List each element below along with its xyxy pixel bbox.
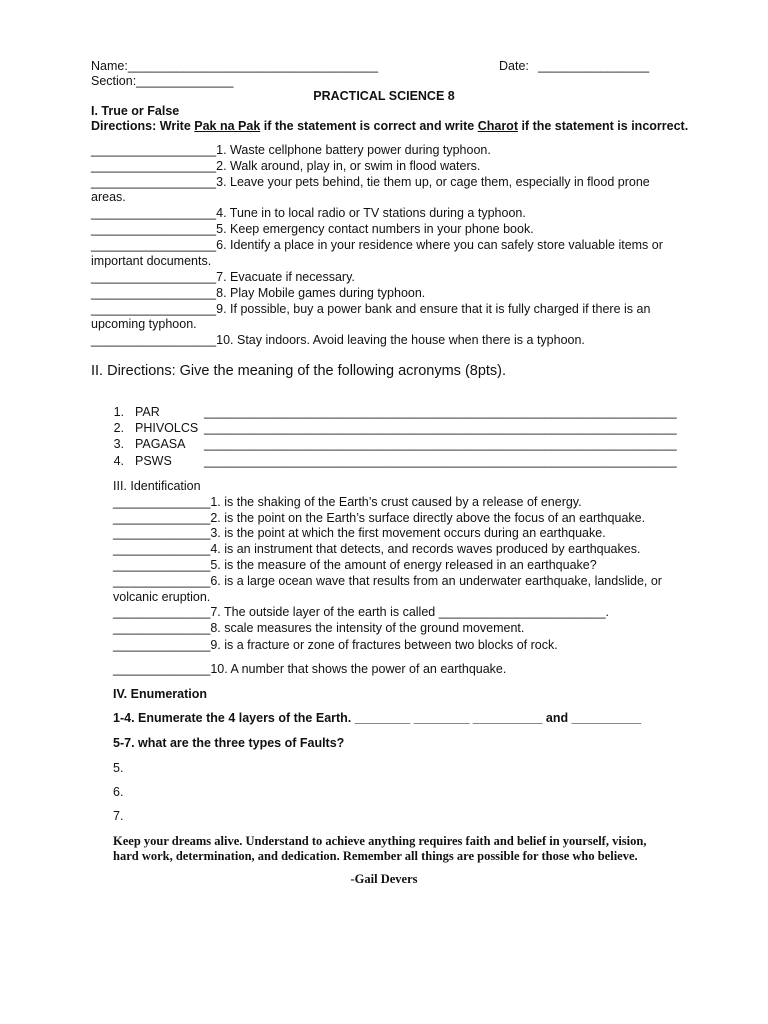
incorrect-keyword: Charot (477, 119, 518, 133)
id-item-8[interactable]: ______________8. scale measures the intensity of the ground movement. (113, 621, 525, 635)
id-item-7[interactable]: ______________7. The outside layer of the earth is called ________________________. (113, 605, 610, 619)
acronym-number: 3. (113, 437, 124, 451)
id-item-5[interactable]: ______________5. is the measure of the amount of energy released in an earthquake? (113, 558, 597, 572)
acronym-answer-blank[interactable]: ____________________________________________________________________ (204, 405, 677, 419)
enum-layers-question[interactable]: 1-4. Enumerate the 4 layers of the Earth. ________ ________ __________ and __________ (113, 711, 642, 725)
tf-item-4[interactable]: __________________4. Tune in to local radio or TV stations during a typhoon. (91, 206, 526, 220)
id-item-3[interactable]: ______________3. is the point at which the first movement occurs during an earthquake. (113, 526, 606, 540)
tf-item-9[interactable]: __________________9. If possible, buy a power bank and ensure that it is fully charged if there is an (91, 302, 651, 316)
date-label: Date: (499, 59, 529, 73)
acronym-answer-blank[interactable]: ____________________________________________________________________ (204, 437, 677, 451)
acronym-label: PAGASA (135, 437, 186, 451)
id-item-2[interactable]: ______________2. is the point on the Earth’s surface directly above the focus of an earthquake. (113, 511, 646, 525)
quote-line-2: hard work, determination, and dedication. Remember all things are possible for those who believe. (113, 849, 638, 863)
tf-item-7[interactable]: __________________7. Evacuate if necessary. (91, 270, 355, 284)
id-item-9[interactable]: ______________9. is a fracture or zone of fractures between two blocks of rock. (113, 638, 558, 652)
enum-answer-7[interactable]: 7. (113, 809, 124, 823)
tf-item-8[interactable]: __________________8. Play Mobile games during typhoon. (91, 286, 426, 300)
part1-heading: I. True or False (91, 104, 180, 118)
acronym-answer-blank[interactable]: ____________________________________________________________________ (204, 421, 677, 435)
enum-faults-question: 5-7. what are the three types of Faults? (113, 736, 345, 750)
acronym-number: 4. (113, 454, 124, 468)
part2-heading: II. Directions: Give the meaning of the following acronyms (8pts). (91, 363, 507, 379)
tf-item-3[interactable]: __________________3. Leave your pets behind, tie them up, or cage them, especially in flood prone (91, 175, 650, 189)
enum-answer-6[interactable]: 6. (113, 785, 124, 799)
acronym-label: PAR (135, 405, 160, 419)
date-field[interactable]: ________________ (538, 59, 650, 73)
acronym-answer-blank[interactable]: ____________________________________________________________________ (204, 454, 677, 468)
acronym-row (0, 405, 768, 421)
acronym-number: 2. (113, 421, 124, 435)
name-field[interactable]: Name:____________________________________ (91, 59, 379, 73)
enum-answer-5[interactable]: 5. (113, 761, 124, 775)
tf-item-6-cont: important documents. (91, 254, 212, 268)
section-field[interactable]: Section:______________ (91, 74, 234, 88)
id-item-6-cont: volcanic eruption. (113, 590, 211, 604)
acronym-label: PSWS (135, 454, 172, 468)
quote-line-1: Keep your dreams alive. Understand to achieve anything requires faith and belief in yourself, vision, (113, 834, 647, 848)
tf-item-1[interactable]: __________________1. Waste cellphone battery power during typhoon. (91, 143, 491, 157)
part4-heading: IV. Enumeration (113, 687, 208, 701)
acronym-row (0, 421, 768, 437)
id-item-10[interactable]: ______________10. A number that shows the power of an earthquake. (113, 662, 507, 676)
tf-item-10[interactable]: __________________10. Stay indoors. Avoid leaving the house when there is a typhoon. (91, 333, 585, 347)
tf-item-2[interactable]: __________________2. Walk around, play in, or swim in flood waters. (91, 159, 481, 173)
page-title: PRACTICAL SCIENCE 8 (313, 89, 455, 103)
id-item-4[interactable]: ______________4. is an instrument that detects, and records waves produced by earthquakes. (113, 542, 641, 556)
tf-item-6[interactable]: __________________6. Identify a place in your residence where you can safely store valuable items or (91, 238, 663, 252)
part3-heading: III. Identification (113, 479, 201, 493)
tf-item-9-cont: upcoming typhoon. (91, 317, 197, 331)
id-item-6[interactable]: ______________6. is a large ocean wave that results from an underwater earthquake, landslide, or (113, 574, 662, 588)
id-item-1[interactable]: ______________1. is the shaking of the Earth’s crust caused by a release of energy. (113, 495, 582, 509)
acronym-number: 1. (113, 405, 124, 419)
tf-item-3-cont: areas. (91, 190, 126, 204)
acronym-row (0, 454, 768, 470)
acronym-row (0, 437, 768, 453)
acronym-label: PHIVOLCS (135, 421, 199, 435)
quote-author: -Gail Devers (350, 872, 418, 886)
part1-directions: Directions: Write Pak na Pak if the statement is correct and write Charot if the statement is incorrect. (91, 119, 689, 133)
correct-keyword: Pak na Pak (194, 119, 261, 133)
tf-item-5[interactable]: __________________5. Keep emergency contact numbers in your phone book. (91, 222, 534, 236)
